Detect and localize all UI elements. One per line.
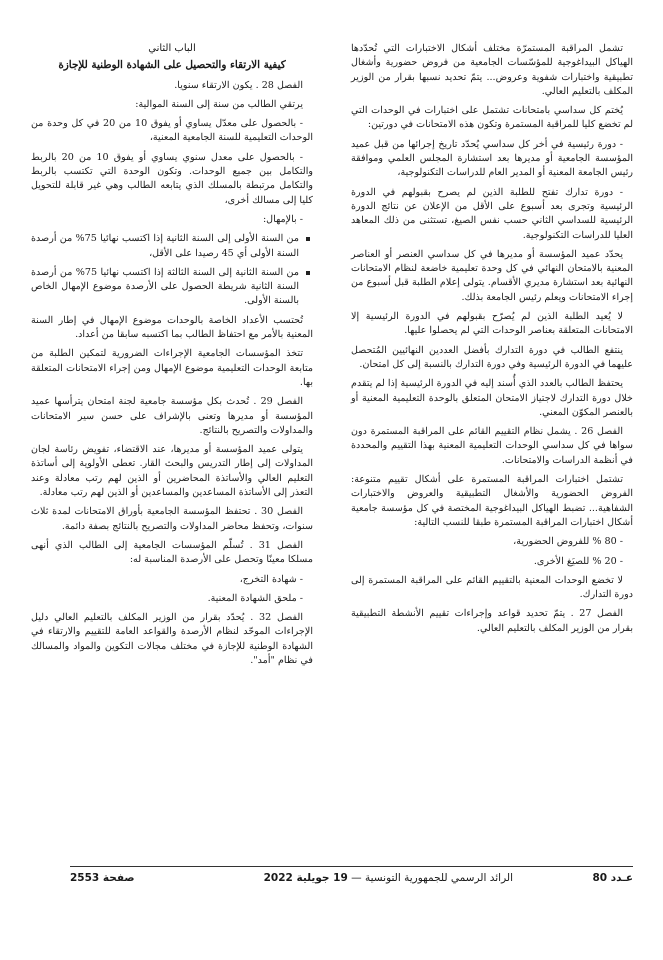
paragraph: يحدّد عميد المؤسسة أو مديرها في كل سداسي العنصر أو العناصر المعنية بالامتحان النهائي في كل وحدة تعليمية خاضعة لنظام الامتحانات النهائية بعد استشارة مديري الأقسام. يتولى إعلام الطلبة قبل أسبوع من إجراء الامتحانات ويعلم رئيس الجامعة بذلك. (351, 248, 633, 303)
list-item: - بالحصول على معدّل يساوي أو يفوق 10 من 20 في كل وحدة من الوحدات التعليمية للسنة الجامعية المعنية، (31, 118, 313, 144)
paragraph: لا تخضع الوحدات المعنية بالتقييم القائم على المراقبة المستمرة إلى دورة التدارك. (351, 574, 633, 601)
paragraph: لا يُعيد الطلبة الذين لم يُصرّح بقبولهم في الدورة الرئيسية إلا الامتحانات المتعلقة بعناصر الوحدات التي لم يحصلوا عليها. (351, 311, 633, 337)
article-31: الفصل 31 . تُسلّم المؤسسات الجامعية إلى الطالب الذي أنهى مسلكا معينًا وتحصل على الأرصدة المناسبة له: (31, 539, 313, 566)
issue-date: 19 جويلية 2022 (263, 872, 348, 884)
page-number: صفحة 2553 (70, 872, 135, 884)
issue-number: عـدد 80 (592, 872, 633, 884)
page-footer (70, 872, 633, 890)
right-column (351, 42, 633, 641)
list-item: - ملحق الشهادة المعنية. (207, 592, 303, 604)
paragraph: تشمل المراقبة المستمرّة مختلف أشكال الاختبارات التي تُحدّدها الهياكل البيداغوجية للمؤسّسات الجامعية من فروض حضورية وأشغال تطبيقية واختبارات شفوية وعروض... يتمّ تحديد نسبها بقرار من الوزير المكلف بالتعليم العالي. (351, 43, 633, 97)
article-32: الفصل 32 . يُحدّد بقرار من الوزير المكلف بالتعليم العالي دليل الإجراءات الموحّد لنظام الأرصدة والقواعد العامة للتقييم والارتقاء في الشهادة الوطنية للإجازة في مختلف مجالات التكوين والمواد والمسالك في نظام "أمد". (31, 612, 313, 666)
bullet-item: من السنة الثانية إلى السنة الثالثة إذا اكتسب نهائيا 75% من أرصدة السنة الثانية شريطة الحصول على الأرصدة موضوع الإمهال الخاص بالسنة الأولى. (31, 266, 313, 309)
journal-title (264, 872, 513, 884)
chapter-title: كيفية الارتقاء والتحصيل على الشهادة الوطنية للإجازة (58, 59, 286, 72)
bullet-item: من السنة الأولى إلى السنة الثانية إذا اكتسب نهائيا 75% من أرصدة السنة الأولى أي 45 رصيدا على الأقل، (31, 232, 313, 261)
list-item: - شهادة التخرج، (239, 573, 303, 585)
list-item: - بالحصول على معدل سنوي يساوي أو يفوق 10 من 20 بالربط والتكامل بين جميع الوحدات. وتكون الوحدة التي تكتسب بالربط والتكامل مرتبطة بالمسلك الذي يتابعه الطالب وهي غير قابلة للتحويل كليا إلى مسالك أخرى، (31, 151, 313, 206)
list-item: - 80 % للفروض الحضورية، (513, 536, 623, 548)
list-item: - 20 % للصيَغ الأخرى. (533, 555, 623, 567)
footer-divider (70, 866, 633, 867)
article-27: الفصل 27 . يتمّ تحديد قواعد وإجراءات تقييم الأنشطة التطبيقية بقرار من الوزير المكلف بالتعليم العالي. (351, 608, 633, 634)
article-26: الفصل 26 . يشمل نظام التقييم القائم على المراقبة المستمرة دون سواها في كل سداسي الوحدات التعليمية المعنية بهذا التقييم والمحددة في أنظمة الدراسات والامتحانات. (351, 426, 633, 466)
article-28: الفصل 28 . يكون الارتقاء سنويا. (174, 79, 303, 91)
paragraph: تتخذ المؤسسات الجامعية الإجراءات الضرورية لتمكين الطلبة من متابعة الوحدات التعليمية موضوع الإمهال ومن إجراء الامتحانات المتعلقة بها. (31, 348, 313, 388)
paragraph: يتولى عميد المؤسسة أو مديرها، عند الاقتضاء، تفويض رئاسة لجان المداولات إلى إطار التدريس والبحث القار. تعطى الأولوية إلى أساتذة التعليم العالي والأساتذة المحاضرين أو الذين لهم رتب معادلة وعند التعذر إلى الأساتذة المساعدين والمساعدين أو الذين لهم رتب معادلة. (31, 444, 313, 499)
paragraph: تشتمل اختبارات المراقبة المستمرة على أشكال تقييم متنوعة: الفروض الحضورية والأشغال التطبيقية والعروض والاختبارات الشفاهية... تضبط الهياكل البيداغوجية المختصة في كل مؤسسة جامعية أشكال اختبارات المراقبة المستمرة طبقا للنسب التالية: (351, 474, 633, 528)
left-column (31, 42, 313, 673)
paragraph: ينتفع الطالب في دورة التدارك بأفضل العددين النهائيين المُتحصل عليهما في الدورة الرئيسية وفي دورة التدارك بالنسبة إلى كل امتحان. (351, 344, 633, 370)
article-30: الفصل 30 . تحتفظ المؤسسة الجامعية بأوراق الامتحانات لمدة ثلاث سنوات، وتحفظ محاضر المداولات والتصريح بالنتائج بصفة دائمة. (31, 506, 313, 532)
paragraph: يُختم كل سداسي بامتحانات تشتمل على اختبارات في الوحدات التي لم تخضع كليا للمراقبة المستمرة وتكون هذه الامتحانات في دورتين: (351, 105, 633, 131)
paragraph: يحتفظ الطالب بالعدد الذي أُسند إليه في الدورة الرئيسية إذا لم يتقدم خلال دورة التدارك لاجتياز الامتحان المتعلق بالوحدة التعليمية المعنية أو بالعنصر المكوّن المعني. (351, 378, 633, 418)
paragraph: تُحتسب الأعداد الخاصة بالوحدات موضوع الإمهال في إطار السنة المعنية بالأمر مع احتفاظ الطالب بما اكتسبه سابقا من أعداد. (31, 314, 313, 341)
list-item: - بالإمهال: (262, 213, 303, 225)
chapter-label: الباب الثاني (148, 43, 196, 54)
journal-name: الرائد الرسمي للجمهورية التونسية — (351, 872, 513, 884)
article-29: الفصل 29 . تُحدث بكل مؤسسة جامعية لجنة امتحان يترأسها عميد المؤسسة أو مديرها وتعنى بالإشراف على حسن سير الامتحانات والمداولات والتصريح بالنتائج. (31, 396, 313, 436)
paragraph: يرتقي الطالب من سنة إلى السنة الموالية: (135, 98, 303, 110)
paragraph: - دورة تدارك تفتح للطلبة الذين لم يصرح بقبولهم في الدورة الرئيسية وتجرى بعد أسبوع على الأقل من الإعلان عن نتائج الدورة الرئيسية للسداسي الثاني حسب نفس الصيغ، تستثنى من ذلك المعاهد العليا للدراسات التكنولوجية. (351, 186, 633, 241)
paragraph: - دورة رئيسية في أخر كل سداسي يُحدّد تاريخ إجرائها من قبل عميد المؤسسة الجامعية أو مديرها بعد استشارة المجلس العلمي وموافقة رئيس الجامعة المعنية أو المدير العام للدراسات التكنولوجية، (351, 138, 633, 179)
